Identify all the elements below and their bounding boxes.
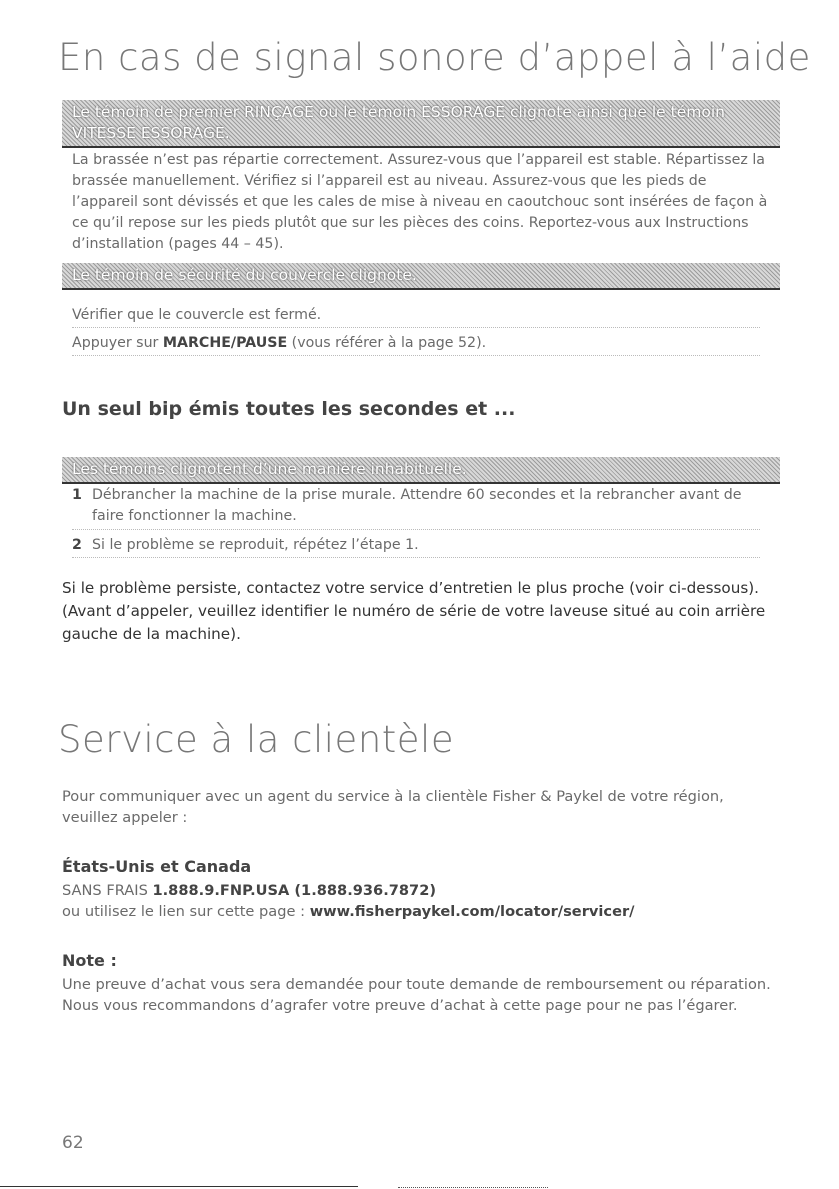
phone-prefix: SANS FRAIS xyxy=(62,882,153,899)
step-text-1: Débrancher la machine de la prise murale. Attendre 60 secondes et la rebrancher avant de faire fonctionner la machine. xyxy=(92,487,742,524)
section-title-beep: Un seul bip émis toutes les secondes et ... xyxy=(62,398,516,420)
section-title-service: Service à la clientèle xyxy=(58,718,455,761)
press-start-line xyxy=(72,333,760,356)
press-start-pre: Appuyer sur xyxy=(72,335,163,351)
region-title: États-Unis et Canada xyxy=(62,857,252,876)
check-lid-line xyxy=(72,305,760,328)
step-number-1: 1 xyxy=(72,487,82,503)
note-title: Note : xyxy=(62,951,117,970)
step-text-2: Si le problème se reproduit, répétez l’étape 1. xyxy=(92,537,419,553)
warning-header-lid-lock: Le témoin de sécurité du couvercle clignote. xyxy=(62,263,780,290)
warning-header-rinse-spin: Le témoin de premier RINÇAGE ou le témoin ESSORAGE clignote ainsi que le témoin VITESSE ESSORAGE. xyxy=(62,100,780,148)
servicer-link[interactable]: www.fisherpaykel.com/locator/servicer/ xyxy=(309,903,635,920)
link-prefix: ou utilisez le lien sur cette page : xyxy=(62,903,310,920)
warning-text-unbalanced: La brassée n’est pas répartie correctement. Assurez-vous que l’appareil est stable. Répartissez la brassée manuellement. Vérifiez si l’appareil est au niveau. Assurez-vous que les pieds de l’appareil sont dévissés et que les cales de mise à niveau en caoutchouc sont insérées de façon à ce qu’il repose sur les pieds plutôt que sur les pièces des coins. Reportez-vous aux Instructions d’installation (pages 44 – 45). xyxy=(72,152,768,252)
phone-line xyxy=(62,880,436,901)
warning-header-lights-flashing: Les témoins clignotent d’une manière inhabituelle. xyxy=(62,457,780,484)
start-pause-key: MARCHE/PAUSE xyxy=(162,335,288,351)
step-item-2 xyxy=(72,535,760,558)
page-number: 62 xyxy=(62,1133,84,1153)
footer-dots xyxy=(398,1186,548,1188)
press-start-post: (vous référer à la page 52). xyxy=(287,335,487,351)
step-item-1 xyxy=(72,485,760,530)
problem-persists-text: Si le problème persiste, contactez votre service d’entretien le plus proche (voir ci-dessous). (Avant d’appeler, veuillez identifier le numéro de série de votre laveuse situé au coin arrière gauche de la machine). xyxy=(62,579,766,643)
footer-rule xyxy=(0,1186,358,1187)
step-number-2: 2 xyxy=(72,537,82,553)
check-lid-text: Vérifier que le couvercle est fermé. xyxy=(72,307,322,323)
link-line xyxy=(62,901,635,922)
phone-number[interactable]: 1.888.9.FNP.USA (1.888.936.7872) xyxy=(152,882,437,899)
note-text: Une preuve d’achat vous sera demandée pour toute demande de remboursement ou réparation. Nous vous recommandons d’agrafer votre preuve d’achat à cette page pour ne pas l’égarer. xyxy=(62,976,771,1014)
section-title-signal: En cas de signal sonore d’appel à l’aide xyxy=(58,36,811,79)
service-intro: Pour communiquer avec un agent du service à la clientèle Fisher & Paykel de votre région, veuillez appeler : xyxy=(62,788,724,826)
